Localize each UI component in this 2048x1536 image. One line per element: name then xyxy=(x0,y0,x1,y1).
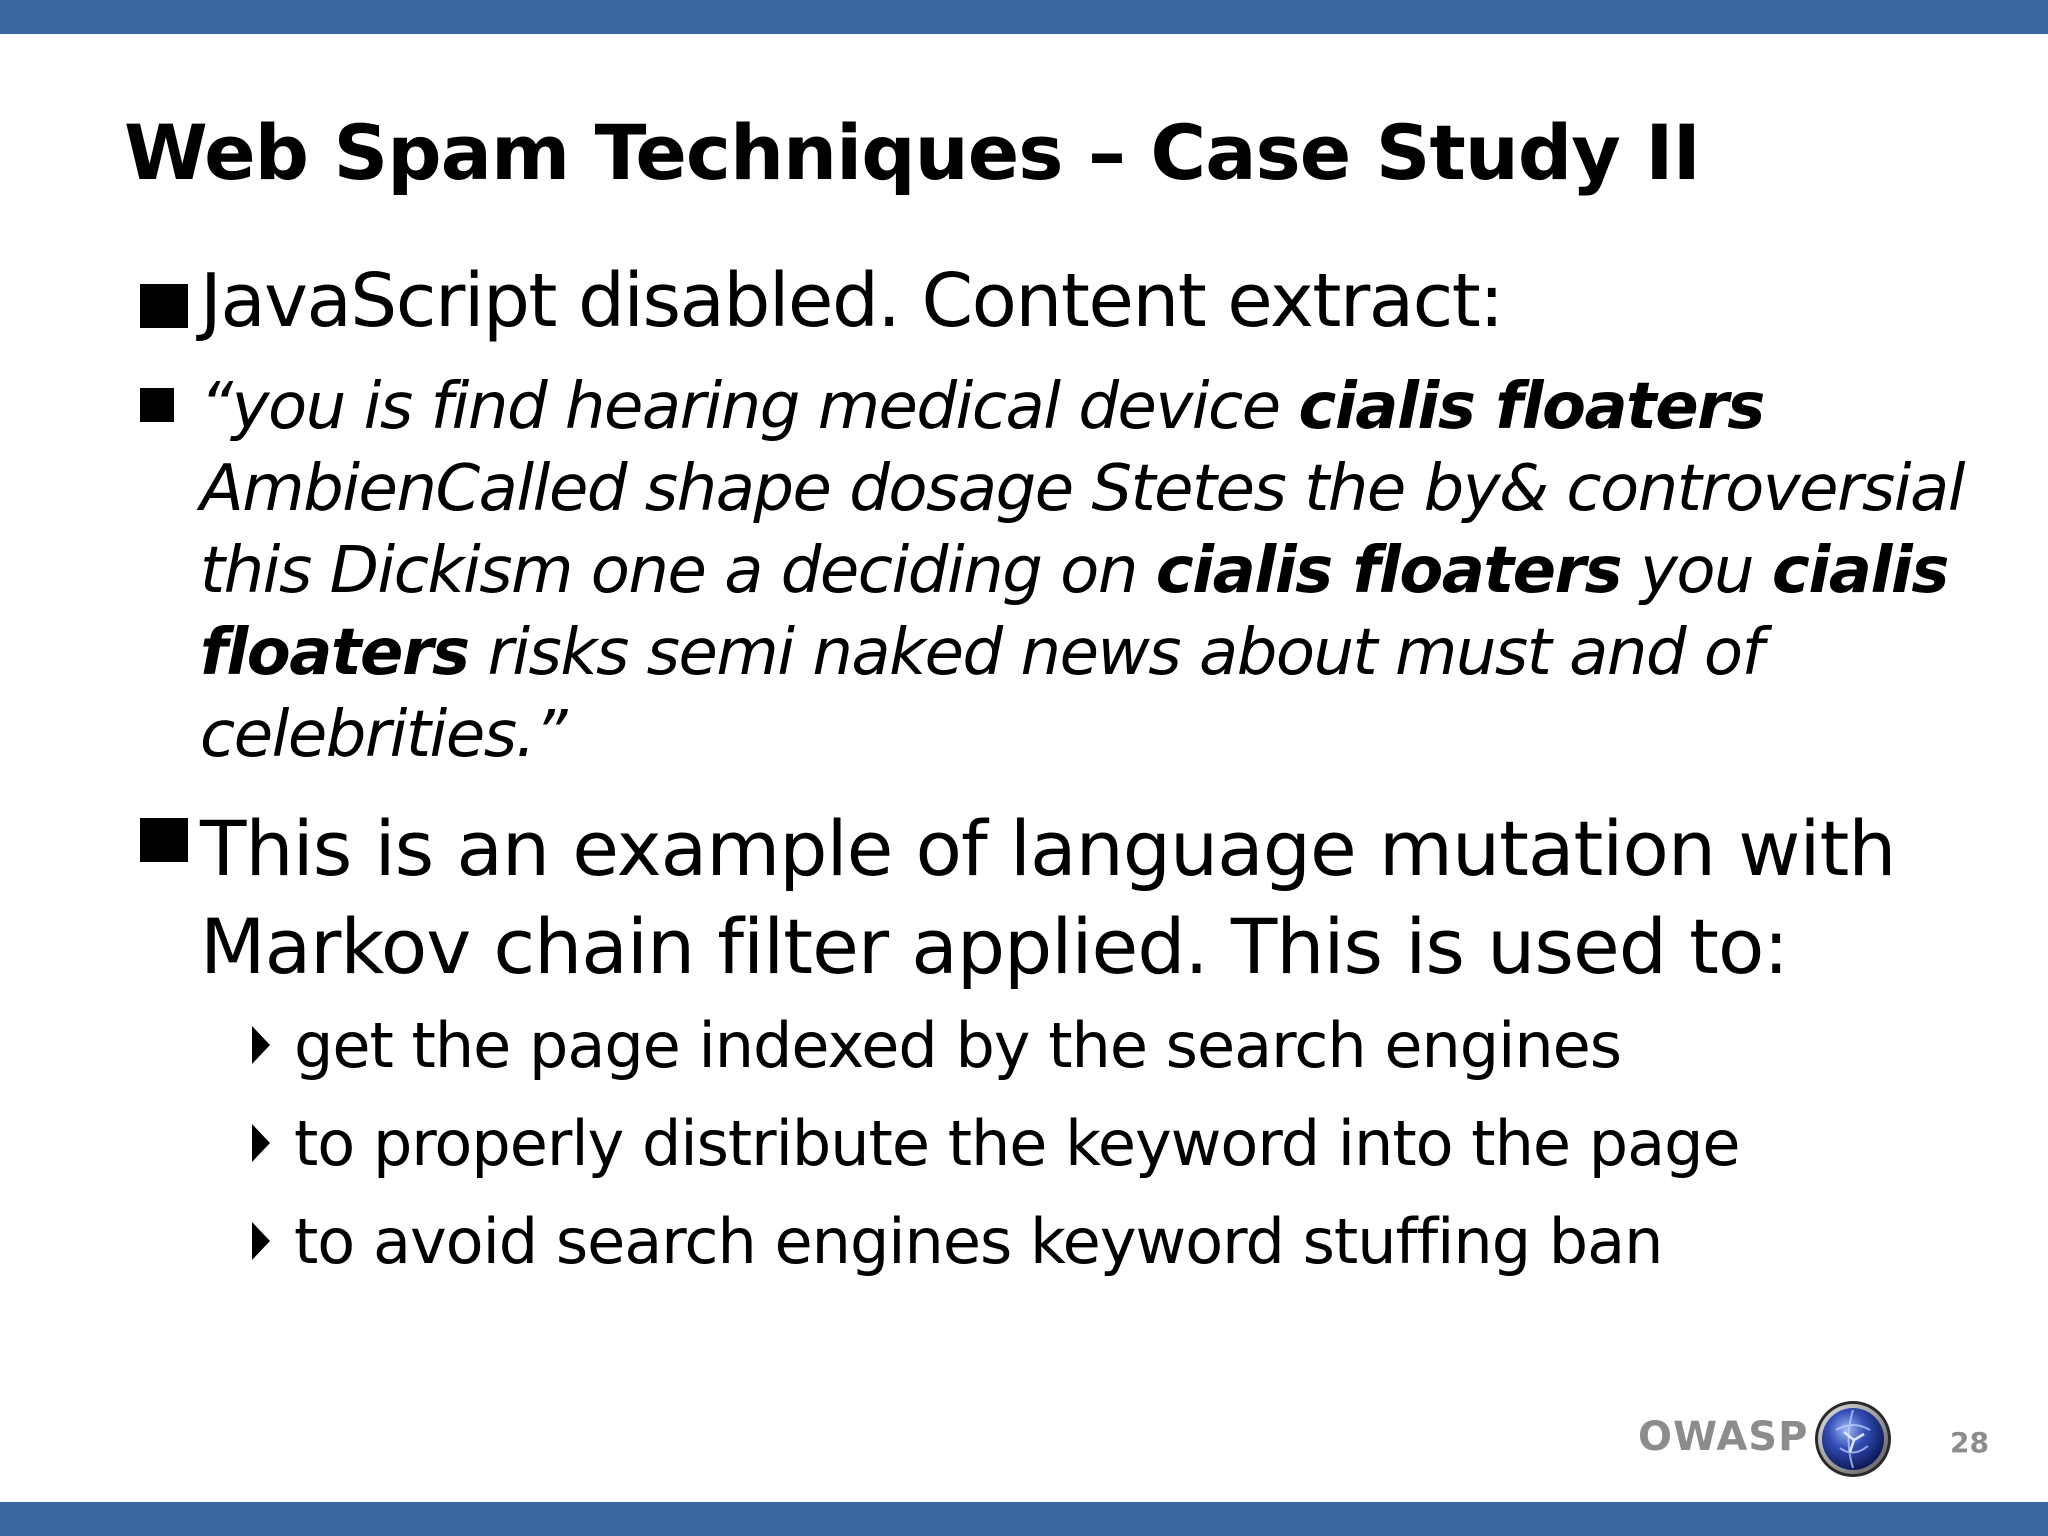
triangle-bullet-icon xyxy=(252,1124,270,1162)
sub-bullet-distribute: to properly distribute the keyword into the page xyxy=(294,1107,1740,1180)
bottom-band xyxy=(0,1502,2048,1536)
quote-line-1: “you is find hearing medical device cialis floaters xyxy=(200,370,1764,444)
owasp-globe-logo-icon xyxy=(1814,1400,1892,1478)
owasp-brand-text: OWASP xyxy=(1638,1414,1809,1460)
keyword-highlight: cialis floaters xyxy=(1155,534,1622,608)
bullet-line: Markov chain filter applied. This is used to: xyxy=(200,902,1788,991)
quote-line-5: celebrities.” xyxy=(200,698,567,772)
keyword-highlight: cialis xyxy=(1771,534,1948,608)
square-bullet-icon xyxy=(140,818,188,862)
keyword-highlight: floaters xyxy=(200,616,469,690)
sub-bullet-avoid-ban: to avoid search engines keyword stuffing ban xyxy=(294,1205,1663,1278)
quote-line-2: AmbienCalled shape dosage Stetes the by& controversial xyxy=(200,452,1964,526)
square-bullet-icon xyxy=(140,284,188,328)
square-bullet-icon xyxy=(140,388,174,422)
content-extract-quote xyxy=(200,366,1964,776)
page-number: 28 xyxy=(1950,1426,1989,1459)
top-band xyxy=(0,0,2048,34)
bullet-javascript-disabled: JavaScript disabled. Content extract: xyxy=(200,258,1503,344)
slide-title: Web Spam Techniques – Case Study II xyxy=(124,108,1700,197)
triangle-bullet-icon xyxy=(252,1026,270,1064)
triangle-bullet-icon xyxy=(252,1222,270,1260)
bullet-line: This is an example of language mutation with xyxy=(200,804,1896,893)
sub-bullet-indexed: get the page indexed by the search engines xyxy=(294,1009,1622,1082)
keyword-highlight: cialis floaters xyxy=(1298,370,1764,444)
quote-line-3: this Dickism one a deciding on cialis floaters you cialis xyxy=(200,534,1948,608)
bullet-language-mutation xyxy=(200,800,1895,996)
quote-line-4: floaters risks semi naked news about must and of xyxy=(200,616,1763,690)
